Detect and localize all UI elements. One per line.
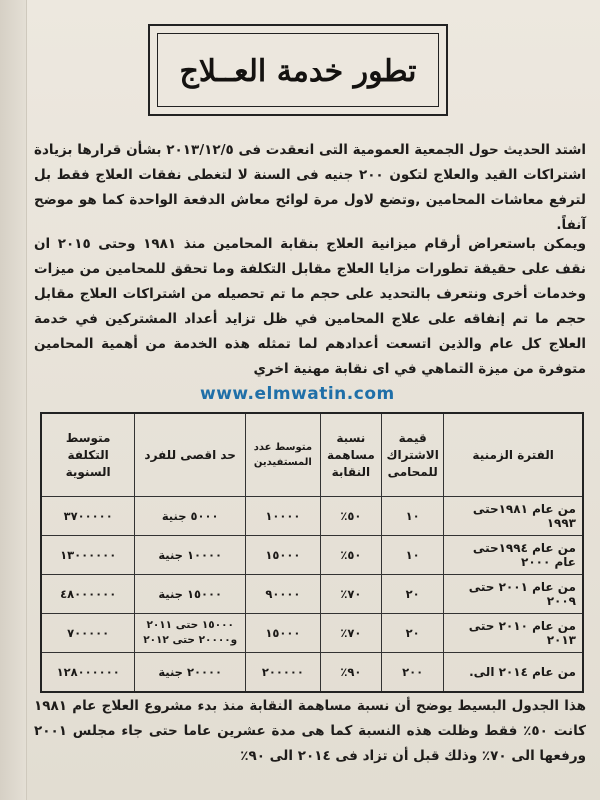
header-subscription: قيمة الاشتراك للمحامى <box>382 413 444 497</box>
cell-subscription: ٢٠٠ <box>382 653 444 693</box>
table-row <box>41 536 583 575</box>
table-row <box>41 497 583 536</box>
cell-contribution: ٩٠٪ <box>320 653 381 693</box>
cell-beneficiaries: ٩٠٠٠٠ <box>246 575 321 614</box>
intro-paragraph: اشتد الحديث حول الجمعية العمومية التى انعقدت فى ٢٠١٣/١٢/٥ بشأن قرارها بزيادة اشتراكات القيد والعلاج لتكون ٢٠٠ جنيه فى السنة لا لتغطى نفقات العلاج فقط بل لترفع معاشات المحامين ,وتضع لاول مرة لوائح معاش الدفعة الواحدة كما هو موضح آنفاً. <box>34 142 586 233</box>
facing-page-edge <box>0 0 27 800</box>
cell-subscription: ٢٠ <box>382 614 444 653</box>
budget-paragraph: ويمكن باستعراض أرقام ميزانية العلاج بنقابة المحامين منذ ١٩٨١ وحتى ٢٠١٥ ان نقف على حقيقة تطورات مزايا العلاج مقابل التكلفة وما تحقق للمحامين من ميزات وخدمات أخرى ونتعرف بالتحديد على حجم ما تم تحصيله من اشتراكات العلاج مقابل حجم ما تم إنفاقه على علاج المحامين في ظل تزايد أعداد المشتركين في خدمة العلاج كل عام والذين اتسعت أعدادهم لما تمثله هذه الخدمة من أهمية المحامين متوفرة من ميزة التماهي في اى نقابة مهنية اخري <box>34 236 586 377</box>
cell-beneficiaries: ١٥٠٠٠ <box>246 614 321 653</box>
cell-max-per-person: ١٥٠٠٠ جنية <box>135 575 246 614</box>
cell-period: من عام ١٩٨١حتى ١٩٩٣ <box>444 497 583 536</box>
cell-period: من عام ٢٠١٤ الى. <box>444 653 583 693</box>
cell-contribution: ٧٠٪ <box>320 575 381 614</box>
header-contribution: نسبة مساهمة النقابة <box>320 413 381 497</box>
cell-annual-cost: ١٣٠٠٠٠٠٠ <box>41 536 135 575</box>
cell-max-per-person: ١٥٠٠٠ حتى ٢٠١١ و٢٠٠٠٠ حتى ٢٠١٢ <box>135 614 246 653</box>
header-annual-cost: متوسط التكلفة السنوية <box>41 413 135 497</box>
cell-beneficiaries: ٢٠٠٠٠٠ <box>246 653 321 693</box>
cell-max-per-person: ٢٠٠٠٠ جنية <box>135 653 246 693</box>
cell-beneficiaries: ١٥٠٠٠ <box>246 536 321 575</box>
cell-annual-cost: ٤٨٠٠٠٠٠٠ <box>41 575 135 614</box>
cell-annual-cost: ١٢٨٠٠٠٠٠٠ <box>41 653 135 693</box>
watermark-text: www.elmwatin.com <box>200 384 395 404</box>
cell-annual-cost: ٣٧٠٠٠٠٠ <box>41 497 135 536</box>
cell-max-per-person: ٥٠٠٠ جنية <box>135 497 246 536</box>
cell-annual-cost: ٧٠٠٠٠٠ <box>41 614 135 653</box>
cell-period: من عام ٢٠٠١ حتى ٢٠٠٩ <box>444 575 583 614</box>
table-row <box>41 614 583 653</box>
cell-subscription: ١٠ <box>382 497 444 536</box>
table-header-row <box>41 413 583 497</box>
table-row <box>41 575 583 614</box>
cell-subscription: ١٠ <box>382 536 444 575</box>
cell-contribution: ٧٠٪ <box>320 614 381 653</box>
cell-subscription: ٢٠ <box>382 575 444 614</box>
page-title: تطور خدمة العــلاج <box>179 54 417 89</box>
header-max-per-person: حد اقصى للفرد <box>135 413 246 497</box>
title-frame <box>148 24 448 116</box>
cell-period: من عام ١٩٩٤حتى عام ٢٠٠٠ <box>444 536 583 575</box>
header-beneficiaries: متوسط عدد المستفيدين <box>246 413 321 497</box>
treatment-table <box>40 412 584 693</box>
header-period: الفترة الزمنية <box>444 413 583 497</box>
table-row <box>41 653 583 693</box>
cell-beneficiaries: ١٠٠٠٠ <box>246 497 321 536</box>
conclusion-paragraph: هذا الجدول البسيط يوضح أن نسبة مساهمة النقابة منذ بدء مشروع العلاج عام ١٩٨١ كانت ٥٠٪ فقط وظلت هذه النسبة كما هى مدة عشرين عاما حتى جاء مجلس ٢٠٠١ ورفعها الى ٧٠٪ وذلك قبل أن تزاد فى ٢٠١٤ الى ٩٠٪ <box>34 698 587 764</box>
cell-period: من عام ٢٠١٠ حتى ٢٠١٣ <box>444 614 583 653</box>
cell-contribution: ٥٠٪ <box>320 497 381 536</box>
cell-max-per-person: ١٠٠٠٠ جنية <box>135 536 246 575</box>
cell-contribution: ٥٠٪ <box>320 536 381 575</box>
